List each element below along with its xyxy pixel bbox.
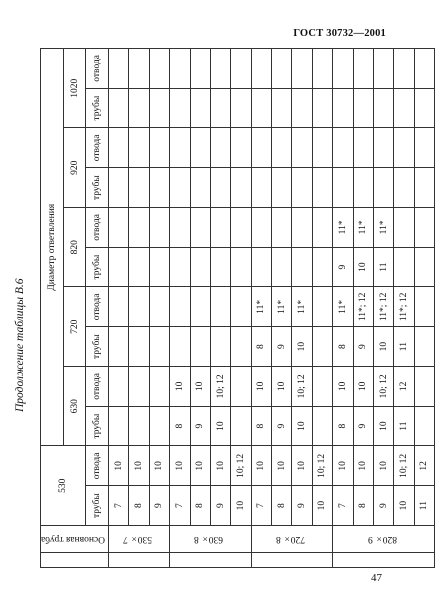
col-head-630-bend: отвода bbox=[86, 367, 109, 407]
col-head-820-bend: отвода bbox=[86, 208, 109, 248]
table-row bbox=[190, 49, 210, 568]
table-cell bbox=[129, 49, 149, 89]
table-cell bbox=[312, 367, 332, 407]
table-cell: 11 bbox=[394, 406, 414, 446]
table-cell bbox=[109, 406, 129, 446]
table-cell bbox=[170, 88, 190, 128]
table-cell bbox=[149, 49, 169, 89]
diameter-720-head: 720 bbox=[63, 287, 86, 367]
table-cell: 10 bbox=[353, 367, 373, 407]
table-cell bbox=[190, 208, 210, 248]
table-cell bbox=[353, 128, 373, 168]
table-cell: 8 bbox=[251, 406, 271, 446]
table-cell bbox=[312, 406, 332, 446]
table-cell bbox=[292, 49, 312, 89]
table-cell bbox=[312, 327, 332, 367]
table-cell bbox=[231, 406, 251, 446]
table-cell bbox=[394, 49, 414, 89]
table-cell bbox=[373, 49, 393, 89]
table-cell bbox=[170, 287, 190, 327]
table-cell bbox=[292, 128, 312, 168]
table-cell: 8 bbox=[190, 486, 210, 526]
table-cell: 10 bbox=[190, 367, 210, 407]
table-cell bbox=[414, 168, 434, 208]
table-cell bbox=[272, 208, 292, 248]
table-cell: 10 bbox=[353, 446, 373, 486]
table-cell bbox=[272, 168, 292, 208]
table-cell: 8 bbox=[170, 406, 190, 446]
table-cell bbox=[333, 128, 353, 168]
table-cell bbox=[312, 208, 332, 248]
table-cell: 10 bbox=[353, 247, 373, 287]
table-cell bbox=[414, 128, 434, 168]
table-cell bbox=[210, 247, 230, 287]
table-cell: 10 bbox=[292, 327, 312, 367]
table-cell bbox=[312, 88, 332, 128]
table-cell bbox=[251, 208, 271, 248]
table-cell: 9 bbox=[149, 486, 169, 526]
table-cell bbox=[292, 88, 312, 128]
table-cell: 11* bbox=[333, 287, 353, 327]
table-cell: 9 bbox=[190, 406, 210, 446]
table-cell: 10; 12 bbox=[210, 367, 230, 407]
table-cell bbox=[129, 406, 149, 446]
table-cell: 10; 12 bbox=[231, 446, 251, 486]
standard-header: ГОСТ 30732—2001 bbox=[293, 28, 386, 39]
table-cell bbox=[231, 168, 251, 208]
table-cell: 8 bbox=[272, 486, 292, 526]
table-cell bbox=[312, 168, 332, 208]
table-row bbox=[129, 49, 149, 568]
table-cell bbox=[109, 367, 129, 407]
table-cell: 11* bbox=[292, 287, 312, 327]
table-cell: 10 bbox=[272, 367, 292, 407]
data-table bbox=[40, 48, 435, 568]
table-cell bbox=[251, 88, 271, 128]
table-cell bbox=[210, 208, 230, 248]
column-head-row bbox=[86, 49, 109, 568]
table-cell bbox=[414, 406, 434, 446]
table-cell: 9 bbox=[333, 247, 353, 287]
table-cell: 10 bbox=[292, 406, 312, 446]
table-row bbox=[170, 49, 190, 568]
table-cell: 10; 12 bbox=[373, 367, 393, 407]
table-cell: 11* bbox=[333, 208, 353, 248]
table-cell bbox=[312, 128, 332, 168]
table-cell bbox=[109, 168, 129, 208]
table-cell bbox=[272, 128, 292, 168]
table-cell bbox=[231, 327, 251, 367]
table-row bbox=[414, 49, 434, 568]
table-cell bbox=[272, 49, 292, 89]
table-cell: 10 bbox=[170, 446, 190, 486]
table-cell bbox=[109, 49, 129, 89]
page-number: 47 bbox=[371, 572, 382, 584]
table-cell bbox=[210, 88, 230, 128]
table-cell bbox=[231, 367, 251, 407]
table-row bbox=[292, 49, 312, 568]
table-cell bbox=[353, 168, 373, 208]
table-cell: 11* bbox=[272, 287, 292, 327]
table-cell bbox=[190, 49, 210, 89]
table-cell: 11 bbox=[373, 247, 393, 287]
table-cell: 10 bbox=[292, 446, 312, 486]
diameter-820-head: 820 bbox=[63, 208, 86, 288]
group-spacer bbox=[333, 553, 435, 568]
table-cell: 10 bbox=[129, 446, 149, 486]
table-cell: 10 bbox=[149, 446, 169, 486]
table-cell: 10 bbox=[272, 446, 292, 486]
rotated-table bbox=[40, 48, 430, 568]
table-cell bbox=[210, 287, 230, 327]
table-cell: 10 bbox=[190, 446, 210, 486]
table-row bbox=[231, 49, 251, 568]
table-cell bbox=[109, 247, 129, 287]
table-cell bbox=[170, 49, 190, 89]
table-cell: 12 bbox=[394, 367, 414, 407]
table-cell bbox=[414, 247, 434, 287]
table-cell: 7 bbox=[333, 486, 353, 526]
diameter-530-head: 530 bbox=[41, 446, 86, 526]
table-cell bbox=[129, 287, 149, 327]
table-cell bbox=[373, 128, 393, 168]
table-cell bbox=[170, 327, 190, 367]
table-cell bbox=[312, 49, 332, 89]
table-cell: 10 bbox=[231, 486, 251, 526]
table-cell bbox=[231, 247, 251, 287]
table-cell: 7 bbox=[109, 486, 129, 526]
table-cell bbox=[333, 49, 353, 89]
table-cell bbox=[170, 168, 190, 208]
table-row bbox=[353, 49, 373, 568]
table-cell bbox=[129, 88, 149, 128]
col-head-820-pipe: трубы bbox=[86, 247, 109, 287]
table-cell bbox=[292, 208, 312, 248]
table-row bbox=[149, 49, 169, 568]
table-cell bbox=[251, 49, 271, 89]
table-cell bbox=[231, 128, 251, 168]
table-cell bbox=[190, 327, 210, 367]
col-head-720-pipe: трубы bbox=[86, 327, 109, 367]
table-cell bbox=[109, 128, 129, 168]
table-cell bbox=[190, 287, 210, 327]
table-cell: 10 bbox=[333, 446, 353, 486]
group-label: 720×8 bbox=[251, 526, 333, 553]
table-cell: 9 bbox=[272, 327, 292, 367]
table-cell bbox=[149, 247, 169, 287]
col-head-1020-bend: отвода bbox=[86, 49, 109, 89]
table-cell: 10 bbox=[251, 446, 271, 486]
table-cell: 11* bbox=[251, 287, 271, 327]
col-head-1020-pipe: трубы bbox=[86, 88, 109, 128]
table-cell bbox=[149, 128, 169, 168]
table-cell: 11*; 12 bbox=[373, 287, 393, 327]
table-cell bbox=[129, 327, 149, 367]
table-cell bbox=[210, 49, 230, 89]
table-body bbox=[109, 49, 435, 568]
table-cell: 8 bbox=[353, 486, 373, 526]
table-cell: 9 bbox=[272, 406, 292, 446]
table-cell bbox=[394, 168, 414, 208]
table-cell bbox=[394, 88, 414, 128]
side-label: Основная труба bbox=[41, 526, 109, 553]
table-cell bbox=[210, 128, 230, 168]
table-cell bbox=[414, 88, 434, 128]
table-cell bbox=[353, 49, 373, 89]
table-cell: 9 bbox=[353, 327, 373, 367]
table-cell: 11* bbox=[373, 208, 393, 248]
diameter-630-head: 630 bbox=[63, 367, 86, 447]
table-cell bbox=[170, 208, 190, 248]
top-label: Диаметр ответвления bbox=[41, 49, 64, 447]
table-cell: 10 bbox=[373, 406, 393, 446]
table-cell: 10 bbox=[251, 367, 271, 407]
table-cell bbox=[231, 49, 251, 89]
table-row bbox=[333, 49, 353, 568]
table-cell bbox=[190, 247, 210, 287]
table-cell bbox=[149, 287, 169, 327]
diameter-1020-head: 1020 bbox=[63, 49, 86, 129]
table-cell bbox=[231, 88, 251, 128]
table-cell: 9 bbox=[210, 486, 230, 526]
table-cell bbox=[109, 208, 129, 248]
table-cell bbox=[353, 88, 373, 128]
table-cell bbox=[149, 327, 169, 367]
table-cell: 10 bbox=[210, 446, 230, 486]
table-cell: 10 bbox=[109, 446, 129, 486]
table-cell bbox=[292, 247, 312, 287]
table-cell: 7 bbox=[251, 486, 271, 526]
table-cell bbox=[149, 208, 169, 248]
table-cell: 10; 12 bbox=[394, 446, 414, 486]
table-cell bbox=[414, 327, 434, 367]
col-head-920-pipe: трубы bbox=[86, 168, 109, 208]
table-cell bbox=[190, 168, 210, 208]
col-head-630-pipe: трубы bbox=[86, 406, 109, 446]
col-head-530-bend: отвода bbox=[86, 446, 109, 486]
side-label-spacer bbox=[41, 553, 109, 568]
table-cell bbox=[251, 168, 271, 208]
table-cell bbox=[312, 287, 332, 327]
table-row bbox=[312, 49, 332, 568]
table-cell bbox=[333, 88, 353, 128]
table-row bbox=[251, 49, 271, 568]
table-cell: 11*; 12 bbox=[353, 287, 373, 327]
table-row bbox=[210, 49, 230, 568]
table-cell bbox=[414, 208, 434, 248]
table-cell bbox=[210, 168, 230, 208]
group-spacer bbox=[251, 553, 333, 568]
table-cell bbox=[231, 287, 251, 327]
group-spacer bbox=[170, 553, 252, 568]
table-cell: 11*; 12 bbox=[394, 287, 414, 327]
table-cell: 10 bbox=[373, 327, 393, 367]
table-cell: 10 bbox=[394, 486, 414, 526]
table-caption: Продолжение таблицы В.6 bbox=[14, 278, 26, 412]
table-cell bbox=[251, 128, 271, 168]
table-cell bbox=[231, 208, 251, 248]
table-cell: 8 bbox=[251, 327, 271, 367]
group-label: 820×9 bbox=[333, 526, 435, 553]
table-cell bbox=[414, 49, 434, 89]
table-cell bbox=[109, 287, 129, 327]
table-cell: 12 bbox=[414, 446, 434, 486]
table-row bbox=[394, 49, 414, 568]
diameter-920-head: 920 bbox=[63, 128, 86, 208]
table-cell bbox=[149, 168, 169, 208]
table-cell bbox=[272, 88, 292, 128]
table-cell bbox=[129, 247, 149, 287]
table-cell: 10; 12 bbox=[292, 367, 312, 407]
table-cell: 11 bbox=[394, 327, 414, 367]
group-spacer bbox=[109, 553, 170, 568]
table-cell: 9 bbox=[292, 486, 312, 526]
table-cell bbox=[129, 128, 149, 168]
table-cell bbox=[190, 128, 210, 168]
table-cell: 10 bbox=[210, 406, 230, 446]
table-cell bbox=[129, 168, 149, 208]
table-cell bbox=[373, 88, 393, 128]
table-cell bbox=[394, 128, 414, 168]
table-cell bbox=[414, 287, 434, 327]
group-label: 530×7 bbox=[109, 526, 170, 553]
col-head-530-pipe: трубы bbox=[86, 486, 109, 526]
table-cell bbox=[333, 168, 353, 208]
table-cell bbox=[149, 88, 169, 128]
table-cell bbox=[210, 327, 230, 367]
table-cell bbox=[251, 247, 271, 287]
table-cell bbox=[129, 367, 149, 407]
table-cell: 11* bbox=[353, 208, 373, 248]
table-row bbox=[373, 49, 393, 568]
table-cell: 8 bbox=[333, 406, 353, 446]
table-cell bbox=[109, 88, 129, 128]
table-cell: 10 bbox=[170, 367, 190, 407]
col-head-720-bend: отвода bbox=[86, 287, 109, 327]
table-cell: 9 bbox=[373, 486, 393, 526]
table-cell bbox=[394, 247, 414, 287]
table-cell: 11 bbox=[414, 486, 434, 526]
table-cell: 10 bbox=[373, 446, 393, 486]
table-cell: 10; 12 bbox=[312, 446, 332, 486]
table-cell bbox=[394, 208, 414, 248]
table-cell bbox=[149, 406, 169, 446]
table-cell bbox=[109, 327, 129, 367]
table-cell: 8 bbox=[129, 486, 149, 526]
table-cell bbox=[190, 88, 210, 128]
table-cell bbox=[292, 168, 312, 208]
col-head-920-bend: отвода bbox=[86, 128, 109, 168]
table-cell bbox=[170, 247, 190, 287]
table-cell: 7 bbox=[170, 486, 190, 526]
table-row bbox=[109, 49, 129, 568]
table-cell: 9 bbox=[353, 406, 373, 446]
table-cell bbox=[129, 208, 149, 248]
table-cell: 10 bbox=[312, 486, 332, 526]
table-cell bbox=[312, 247, 332, 287]
table-cell bbox=[272, 247, 292, 287]
table-row bbox=[272, 49, 292, 568]
table-cell bbox=[414, 367, 434, 407]
table-cell: 10 bbox=[333, 367, 353, 407]
group-label: 630×8 bbox=[170, 526, 252, 553]
table-cell bbox=[149, 367, 169, 407]
table-cell bbox=[170, 128, 190, 168]
table-cell: 8 bbox=[333, 327, 353, 367]
table-cell bbox=[373, 168, 393, 208]
